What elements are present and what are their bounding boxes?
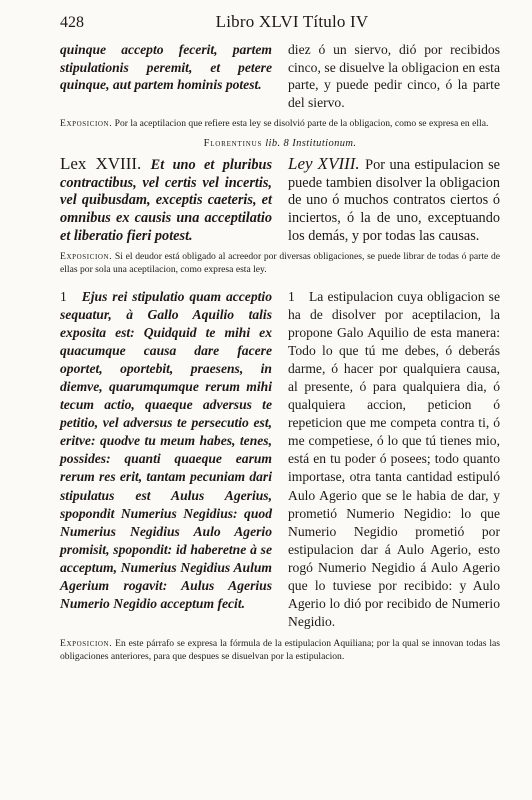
section-continuation: [60, 41, 500, 111]
running-title: Libro XLVI Título IV: [215, 12, 369, 31]
exposition-label: Exposicion.: [60, 250, 113, 262]
spanish-paragraph-number: 1: [288, 288, 295, 304]
spanish-lex-text: Por una estipulacion se puede tambien disolver la obligacion de uno ó muchos contratos ciertos ó inciertos, ó la de uno, exceptuando los demás, y por todas las causas.: [288, 157, 500, 244]
exposition-2: [60, 250, 500, 276]
spanish-paragraph-text: La estipulacion cuya obligacion se ha de disolver por aceptilacion, la propone Galo Aquilio de esta manera: Todo lo que tú me debes, ó deberás darme, ó hacer por qualquiera causa, al presente, ó para qualquiera dia, ó qualquiera accion, peticion ó repeticion que me competa contra ti, ó me competiese, ó lo que tú tienes mio, está en tu poder ó posees; todo quanto importase, otra tanta cantidad estipuló Aulo Agerio que se le habia de dar, y prometió Numerio Negidio: lo que Numerio Negidio prometió por estipulacion dar á Aulo Agerio, esto rogó Numerio Negidio á Aulo Agerio que lo tuviese por recibido: y Aulo Agerio lo dió por recibido de Numerio Negidio.: [288, 288, 501, 630]
exposition-text: Si el deudor está obligado al acreedor por diversas obligaciones, se puede librar de todas ó parte de ellas por sola una aceptilacion, como expresa esta ley.: [60, 250, 501, 275]
spanish-lex-18: [288, 155, 500, 246]
exposition-3: [60, 637, 500, 663]
latin-lex-heading: Lex XVIII.: [60, 154, 142, 173]
exposition-1: [60, 117, 500, 130]
exposition-label: Exposicion.: [60, 118, 113, 129]
exposition-label: Exposicion.: [60, 638, 113, 650]
page-number: 428: [60, 14, 84, 31]
exposition-text: En este párrafo se expresa la fórmula de la estipulacion Aquiliana; por la qual se innovan todas las obligaciones anteriores, para que despues se disuelvan por la estipulacion.: [60, 638, 500, 663]
spanish-continuation: diez ó un siervo, dió por recibidos cinco, se disuelve la obligacion en esta parte, y puede pedir cinco, ó la parte del siervo.: [288, 42, 500, 110]
attribution-author: Florentinus: [203, 138, 263, 149]
latin-continuation: quinque accepto fecerit, partem stipulationis peremit, et petere quinque, aut partem hominis potest.: [60, 42, 272, 92]
document-page: [60, 12, 500, 663]
source-attribution: [60, 138, 500, 149]
section-lex-18: [60, 155, 500, 246]
latin-paragraph-text: Ejus rei stipulatio quam acceptio sequatur, à Gallo Aquilio talis exposita est: Quidquid te mihi ex quacumque causa dare facere oportet, oportebit, praesens, in diemve, quarumqumque rerum mihi tecum actio, quaeque adversus te petitio, vel adversus te persecutio est, eritve: quodve tu meum habes, tenes, possides: quanti quaeque earum rerum res erit, tantam pecuniam dari stipulatus est Aulus Agerius, spopondit Numerius Negidius: quod Numerius Negidius Aulo Agerio promisit, spopondit: id haberetne à se acceptum, Numerius Negidius Aulum Agerium rogavit: Aulus Agerius Numerio Negidio acceptum fecit.: [60, 288, 272, 612]
page-header: [60, 12, 500, 38]
latin-lex-18: [60, 155, 272, 246]
attribution-reference: lib. 8 Institutionum.: [265, 138, 357, 149]
latin-paragraph-1: [60, 288, 272, 632]
latin-lex-text: Et uno et pluribus contractibus, vel certis vel incertis, vel quibusdam, exceptis caeteris, et omnibus ex causis una acceptilatio et liberatio fieri potest.: [60, 157, 273, 244]
spanish-paragraph-1: [288, 288, 500, 632]
section-paragraph-1: [60, 288, 500, 632]
exposition-text: Por la aceptilacion que refiere esta ley se disolvió parte de la obligacion, como se expresa en ella.: [114, 118, 489, 129]
latin-paragraph-number: 1: [60, 288, 67, 304]
spanish-lex-heading: Ley XVIII.: [288, 154, 360, 173]
